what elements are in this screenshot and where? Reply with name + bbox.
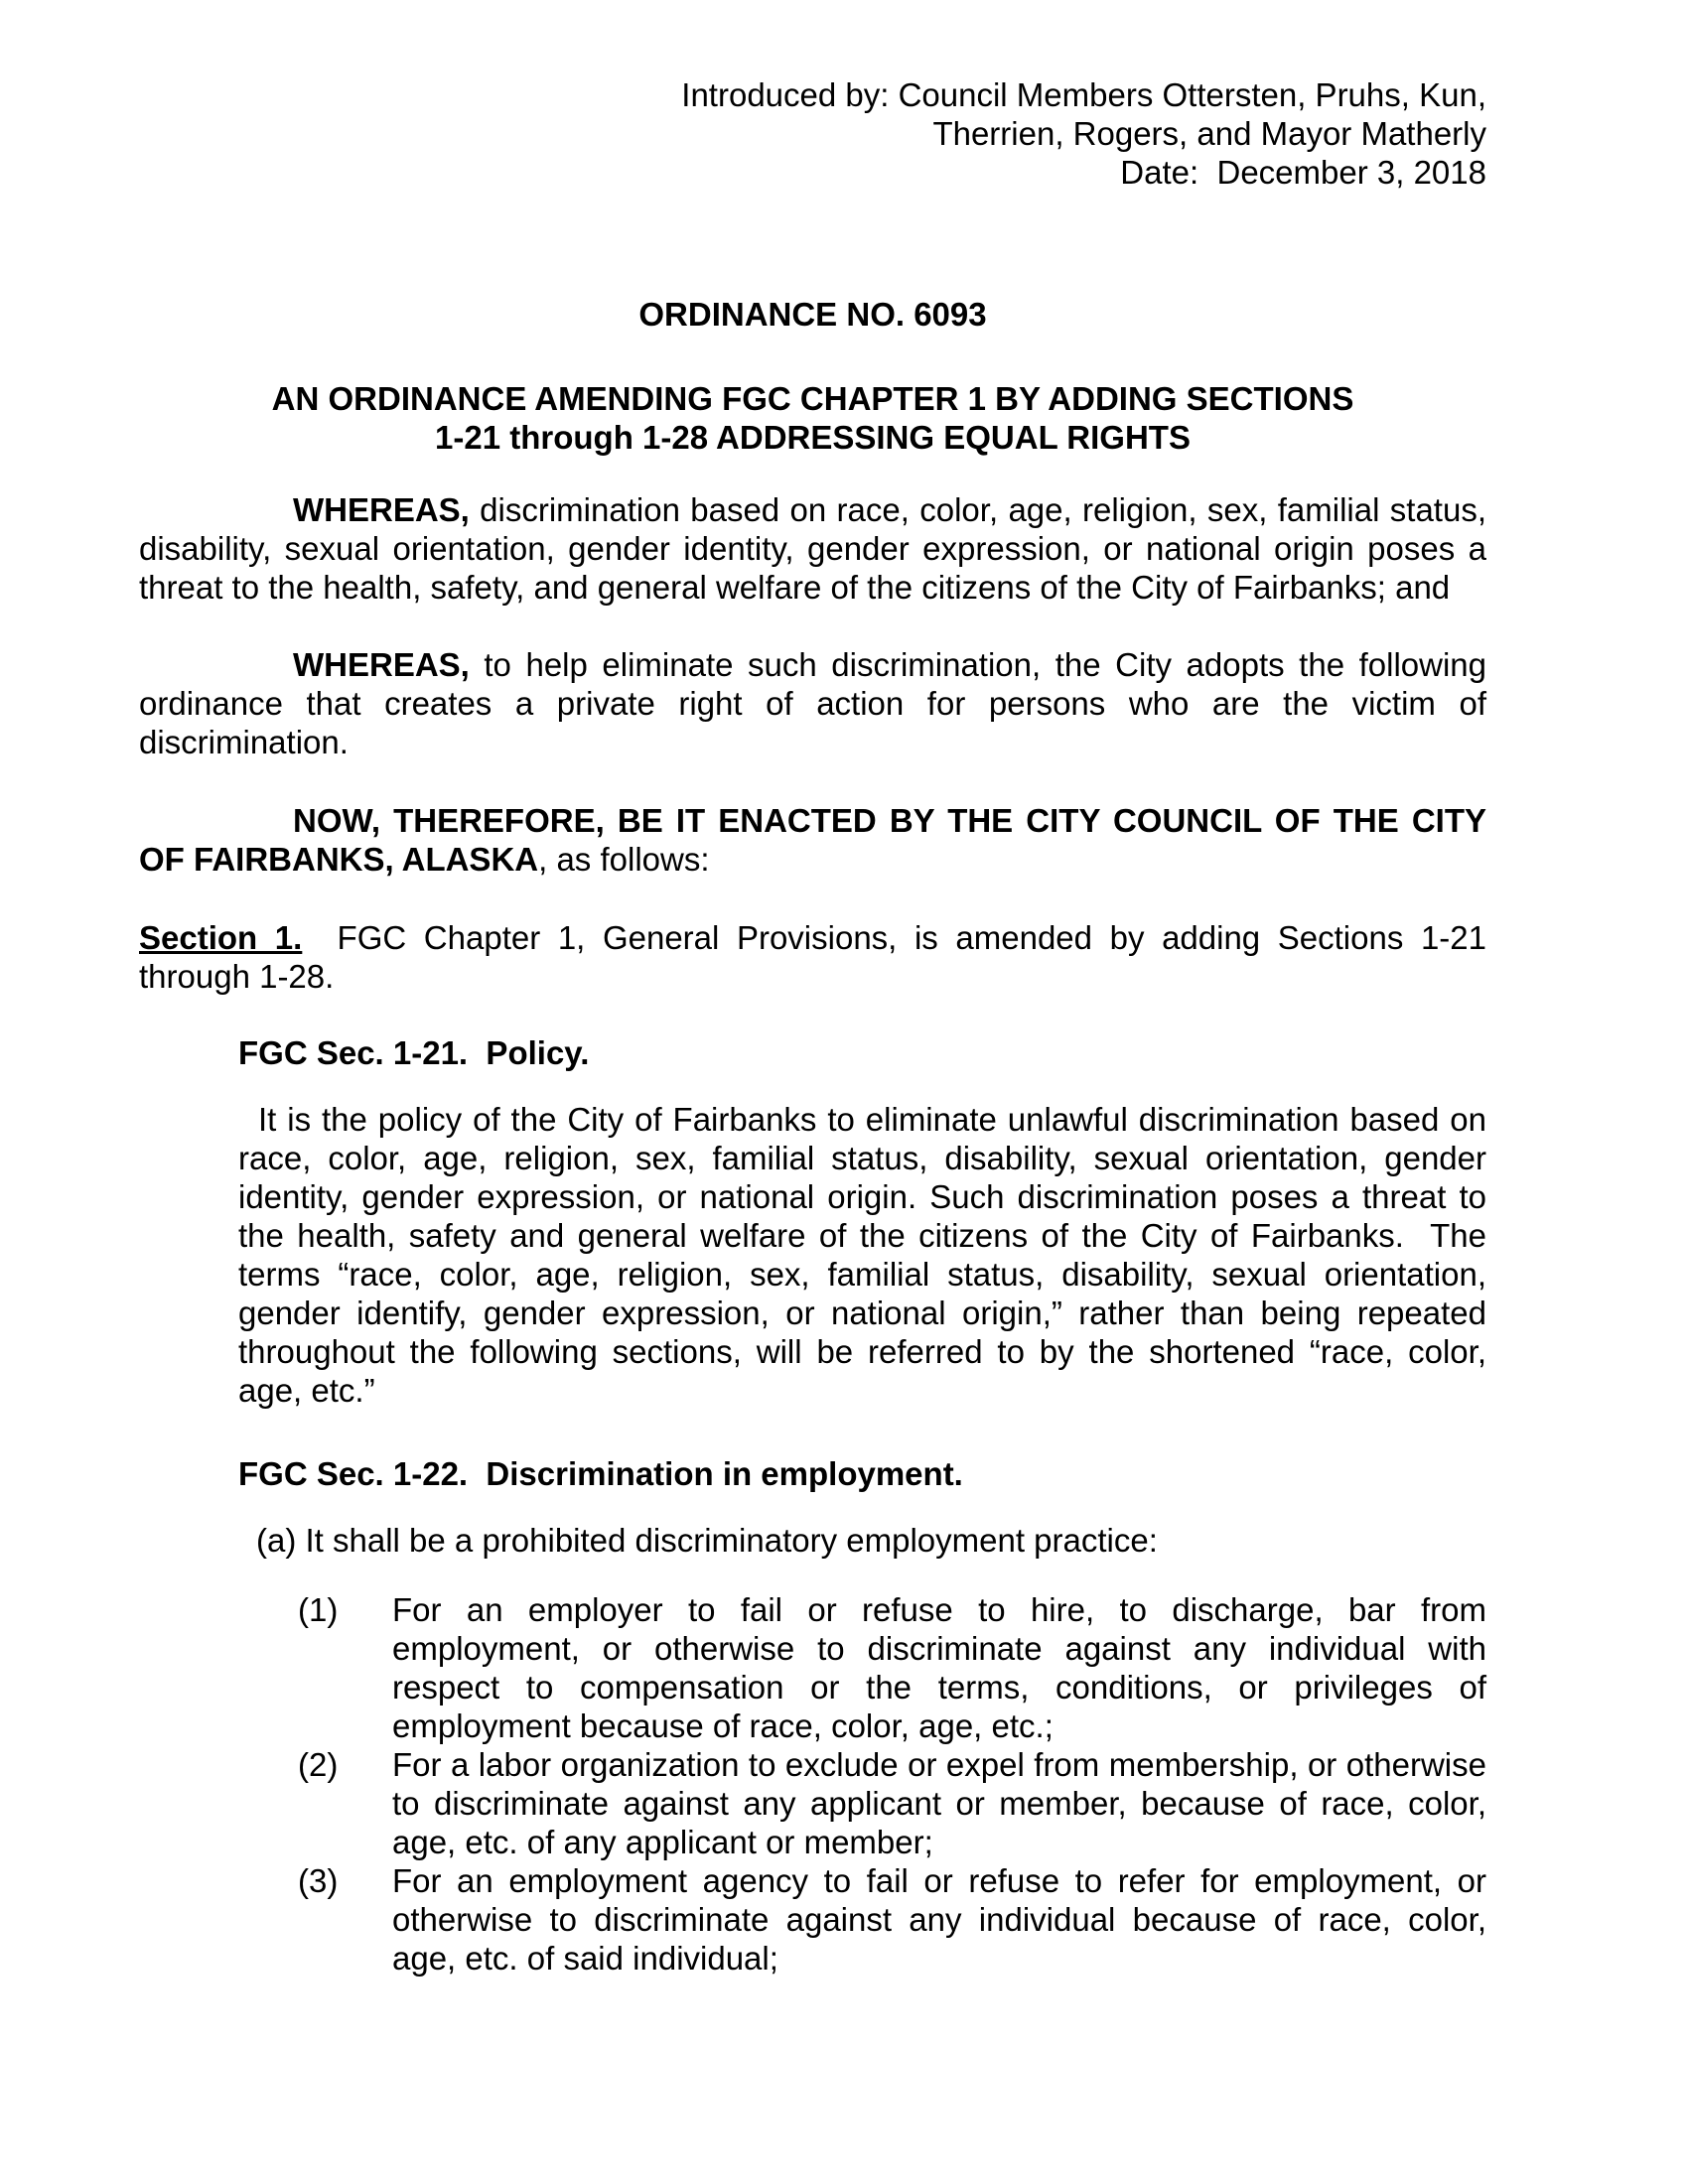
- whereas-2-lead: WHEREAS,: [293, 646, 470, 683]
- whereas-paragraph-1: [139, 490, 1486, 607]
- whereas-1-lead: WHEREAS,: [293, 491, 470, 528]
- enactment-text: , as follows:: [538, 841, 710, 878]
- list-item-number: (1): [298, 1591, 339, 1628]
- date-line: Date: December 3, 2018: [1120, 154, 1486, 191]
- ordinance-number-heading: ORDINANCE NO. 6093: [638, 296, 987, 333]
- section-1-text: FGC Chapter 1, General Provisions, is amended by adding Sections 1-21 through 1-28.: [139, 919, 1496, 995]
- list-item-text: For an employment agency to fail or refuse to refer for employment, or otherwise to discriminate against any individual because of race, color, age, etc. of said individual;: [392, 1862, 1486, 1977]
- section-1-lead: Section 1.: [139, 919, 303, 956]
- whereas-paragraph-2: [139, 645, 1486, 761]
- list-item: [298, 1590, 1486, 1745]
- sec-1-22-intro-a: (a) It shall be a prohibited discriminatory employment practice:: [256, 1522, 1158, 1559]
- list-item-text: For a labor organization to exclude or expel from membership, or otherwise to discriminate against any applicant or member, because of race, color, age, etc. of any applicant or member;: [392, 1746, 1486, 1860]
- ordinance-title-line-1: AN ORDINANCE AMENDING FGC CHAPTER 1 BY ADDING SECTIONS: [271, 380, 1354, 417]
- list-item-number: (2): [298, 1746, 339, 1783]
- enactment-paragraph: [139, 801, 1486, 879]
- list-item: [298, 1745, 1486, 1861]
- heading-sec-1-21: FGC Sec. 1-21. Policy.: [238, 1034, 590, 1071]
- whereas-1-text: discrimination based on race, color, age, religion, sex, familial status, disability, sexual orientation, gender identity, gender expression, or national origin poses a threat to the health, safety, and general welfare of the citizens of the City of Fairbanks; and: [139, 491, 1486, 606]
- list-item-number: (3): [298, 1862, 339, 1899]
- introduced-by-line-1: Introduced by: Council Members Ottersten, Pruhs, Kun,: [681, 76, 1486, 113]
- list-item: [298, 1861, 1486, 1978]
- introduced-by-block: [139, 75, 1486, 192]
- introduced-by-line-2: Therrien, Rogers, and Mayor Matherly: [932, 115, 1486, 152]
- prohibited-practices-list: [139, 1590, 1486, 1978]
- whereas-2-text: to help eliminate such discrimination, the City adopts the following ordinance that creates a private right of action for persons who are the victim of discrimination.: [139, 646, 1486, 760]
- heading-sec-1-22: FGC Sec. 1-22. Discrimination in employment.: [238, 1455, 963, 1492]
- enactment-lead: NOW, THEREFORE, BE IT ENACTED BY THE CITY COUNCIL OF THE CITY OF FAIRBANKS, ALASKA: [139, 802, 1486, 878]
- section-1-paragraph: [139, 918, 1496, 996]
- ordinance-title-line-2: 1-21 through 1-28 ADDRESSING EQUAL RIGHTS: [435, 419, 1191, 456]
- sec-1-21-policy-paragraph: It is the policy of the City of Fairbanks to eliminate unlawful discrimination based on race, color, age, religion, sex, familial status, disability, sexual orientation, gender identity, gender expression, or national origin. Such discrimination poses a threat to the health, safety and general welfare of the citizens of the City of Fairbanks. The terms “race, color, age, religion, sex, familial status, disability, sexual orientation, gender identify, gender expression, or national origin,” rather than being repeated throughout the following sections, will be referred to by the shortened “race, color, age, etc.”: [238, 1101, 1496, 1409]
- list-item-text: For an employer to fail or refuse to hire, to discharge, bar from employment, or otherwise to discriminate against any individual with respect to compensation or the terms, conditions, or privileges of employment because of race, color, age, etc.;: [392, 1591, 1486, 1744]
